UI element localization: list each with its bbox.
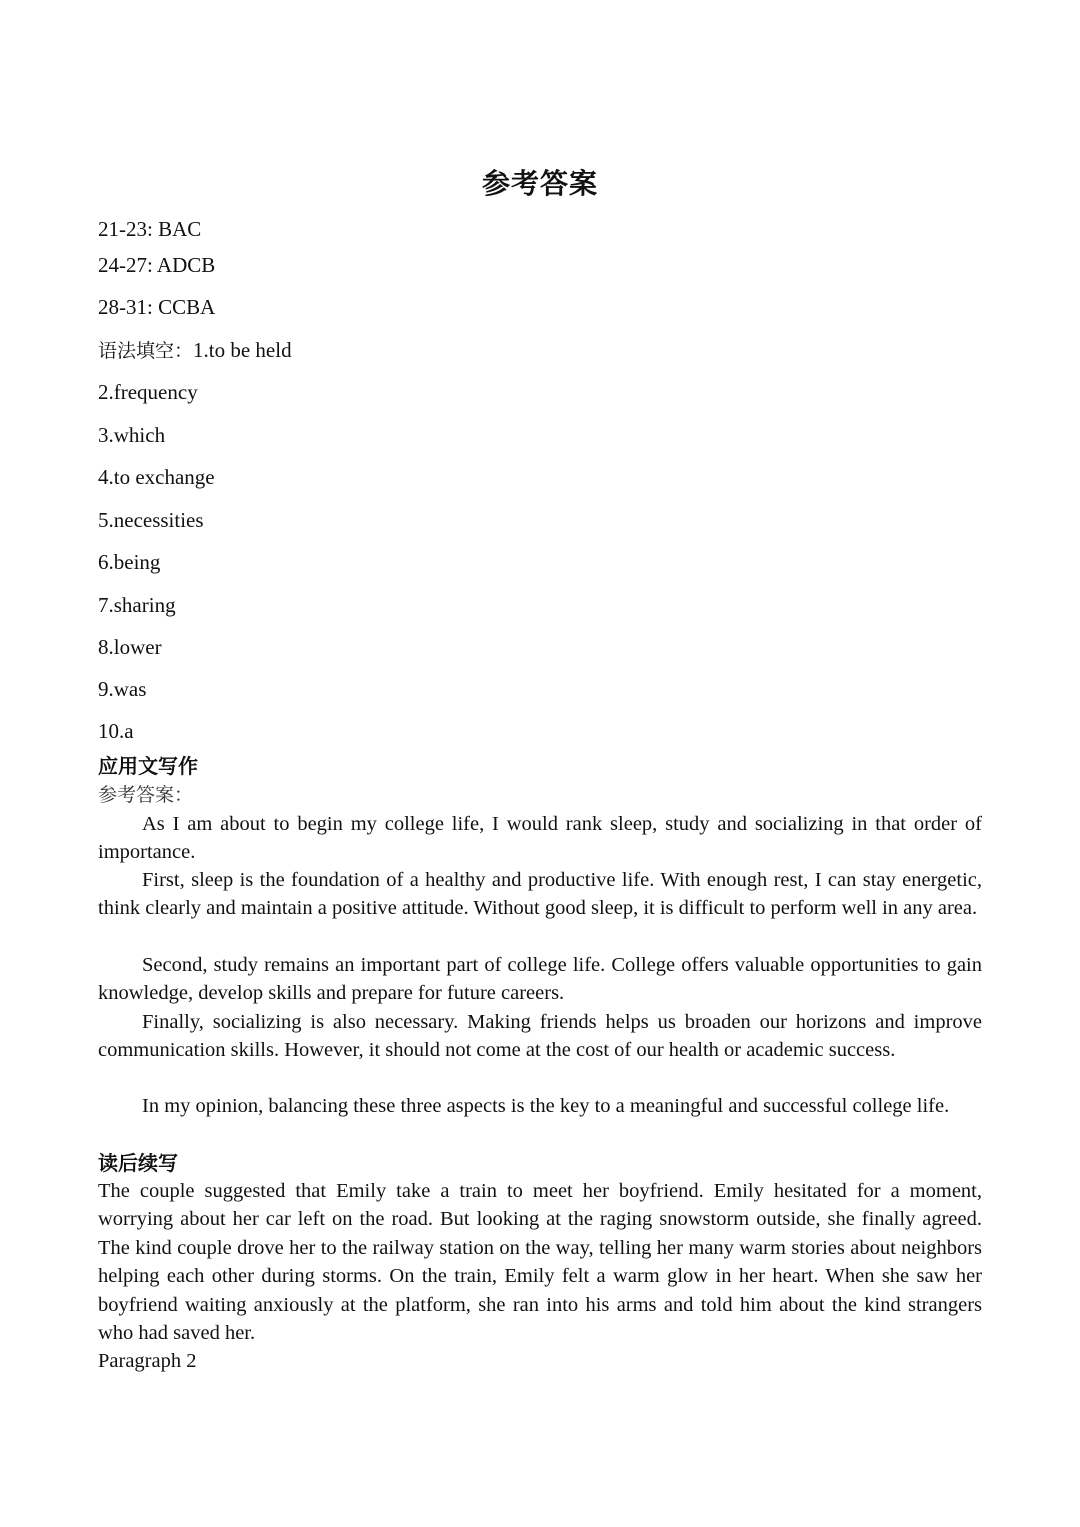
essay-paragraph-2: First, sleep is the foundation of a healthy and productive life. With enough rest, I can stay energetic, think clearly and maintain a positive attitude. Without good sleep, it is difficult to perform well in any area. xyxy=(98,869,982,920)
continuation-writing-heading: 读后续写 xyxy=(98,1151,178,1175)
essay-paragraph-1: As I am about to begin my college life, I would rank sleep, study and socializing in that order of importance. xyxy=(98,813,982,864)
practical-writing-sub-label: 参考答案： xyxy=(98,784,194,806)
essay-paragraph-3: Second, study remains an important part of college life. College offers valuable opportunities to gain knowledge, develop skills and prepare for future careers. xyxy=(98,954,982,1005)
practical-writing-heading: 应用文写作 xyxy=(98,754,198,778)
grammar-answer-6: 6.being xyxy=(98,550,161,574)
grammar-answer-10: 10.a xyxy=(98,719,134,743)
essay-paragraph-5: In my opinion, balancing these three aspects is the key to a meaningful and successful college life. xyxy=(142,1095,950,1117)
grammar-answer-4: 4.to exchange xyxy=(98,465,215,489)
paragraph-2-label: Paragraph 2 xyxy=(98,1350,197,1372)
grammar-answer-7: 7.sharing xyxy=(98,593,176,617)
grammar-answer-8: 8.lower xyxy=(98,635,162,659)
reading-answer-3: 28-31: CCBA xyxy=(98,295,216,319)
grammar-answer-3: 3.which xyxy=(98,423,166,447)
grammar-answer-5: 5.necessities xyxy=(98,508,204,532)
grammar-answer-2: 2.frequency xyxy=(98,380,198,404)
reading-answer-2: 24-27: ADCB xyxy=(98,253,216,277)
page-title: 参考答案 xyxy=(481,167,598,200)
grammar-answer-9: 9.was xyxy=(98,677,147,701)
grammar-label: 语法填空： xyxy=(98,340,194,362)
essay-paragraph-4: Finally, socializing is also necessary. Making friends helps us broaden our horizons and improve communication skills. However, it should not come at the cost of our health or academic success. xyxy=(98,1011,982,1062)
continuation-paragraph-1: The couple suggested that Emily take a train to meet her boyfriend. Emily hesitated for a moment, worrying about her car left on the road. But looking at the raging snowstorm outside, she finally agreed. The kind couple drove her to the railway station on the way, telling her many warm stories about neighbors helping each other during storms. On the train, Emily felt a warm glow in her heart. When she saw her boyfriend waiting anxiously at the platform, she ran into his arms and told him about the kind strangers who had saved her. xyxy=(98,1180,982,1345)
grammar-answer-1-line xyxy=(98,336,292,365)
reading-answer-1: 21-23: BAC xyxy=(98,217,202,241)
grammar-answer-1: 1.to be held xyxy=(193,338,292,362)
